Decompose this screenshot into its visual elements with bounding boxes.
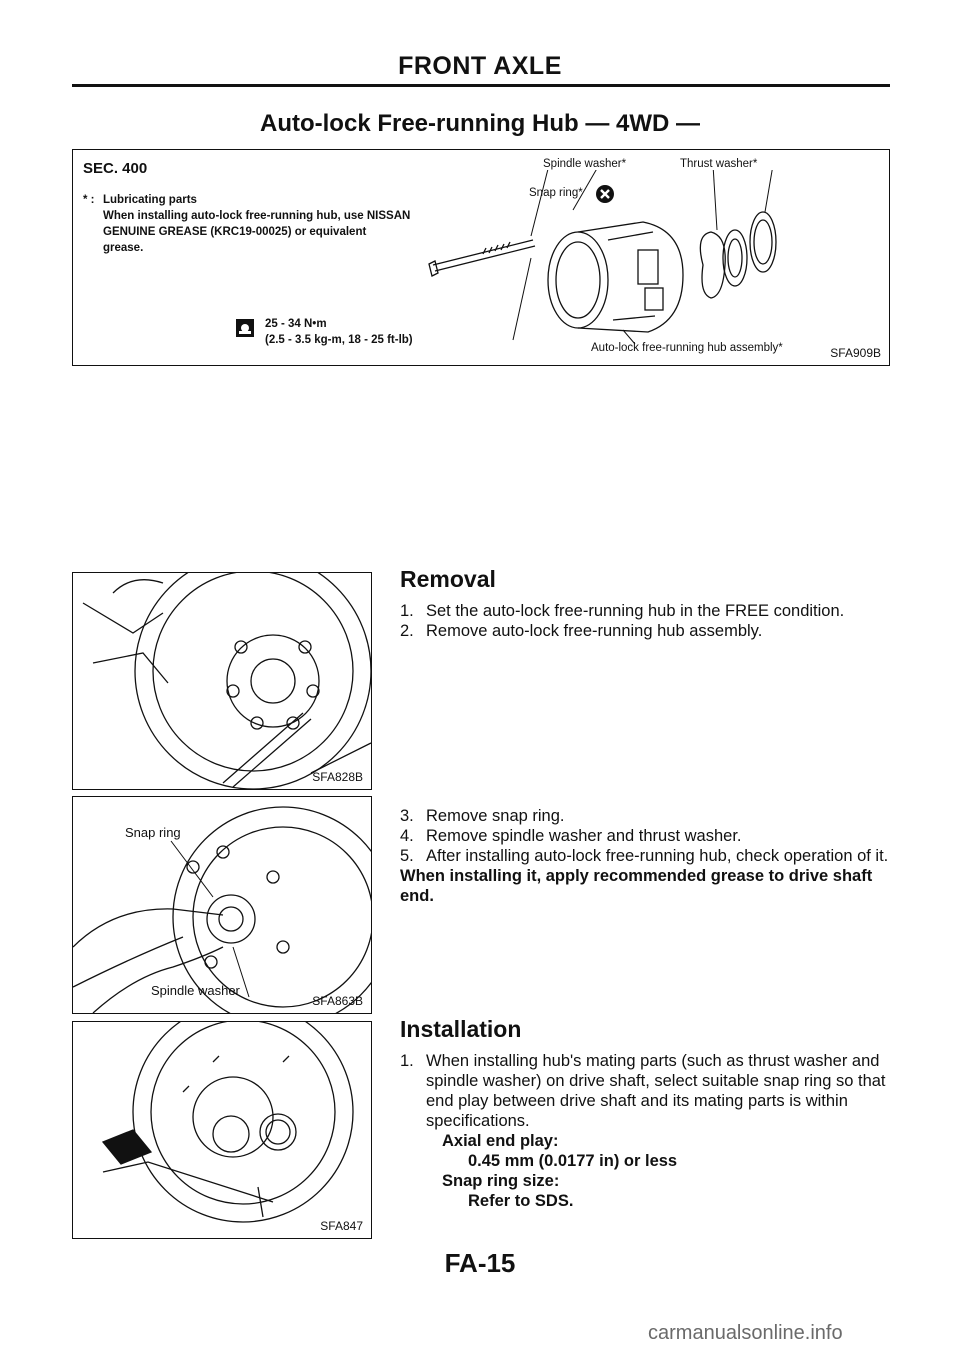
spec-value: 0.45 mm (0.0177 in) or less xyxy=(468,1152,678,1170)
figure-code: SFA909B xyxy=(830,346,881,360)
callout-snap-ring: Snap ring xyxy=(125,825,181,840)
figure-code: SFA847 xyxy=(320,1219,363,1233)
callout-spindle-washer: Spindle washer xyxy=(151,983,240,998)
removal-section xyxy=(400,566,895,641)
callout-hub-assembly: Auto-lock free-running hub assembly* xyxy=(591,342,783,354)
note-line: Lubricating parts xyxy=(103,194,197,206)
spec-label: Axial end play: xyxy=(442,1132,559,1150)
torque-spec xyxy=(265,316,413,348)
torque-value-alt: (2.5 - 3.5 kg-m, 18 - 25 ft-lb) xyxy=(265,334,413,346)
page-number: FA-15 xyxy=(444,1248,516,1278)
note-symbol: * : xyxy=(83,194,95,206)
removal-continued xyxy=(400,806,895,906)
snap-ring-figure xyxy=(72,796,372,1014)
removal-step: 2. Remove auto-lock free-running hub assembly. xyxy=(400,622,763,640)
dial-gauge-drawing xyxy=(73,1022,371,1238)
figure-code: SFA828B xyxy=(312,770,363,784)
removal-heading: Removal xyxy=(400,566,496,592)
callout-thrust-washer: Thrust washer* xyxy=(680,158,758,170)
exploded-view-figure xyxy=(72,149,890,366)
removal-step: 3. Remove snap ring. xyxy=(400,807,565,825)
callout-snap-ring: Snap ring* xyxy=(529,187,583,199)
torque-value: 25 - 34 N•m xyxy=(265,318,327,330)
removal-step: 1. Set the auto-lock free-running hub in the FREE condition. xyxy=(400,602,845,620)
torque-wrench-icon xyxy=(235,318,255,343)
note-line: grease. xyxy=(103,242,144,254)
snap-ring-drawing xyxy=(73,797,371,1013)
section-title: Auto-lock Free-running Hub — 4WD — xyxy=(260,110,700,137)
note-line: When installing auto-lock free-running hub, use NISSAN xyxy=(103,210,411,222)
installation-section xyxy=(400,1016,895,1211)
figure-section-number: SEC. 400 xyxy=(83,160,148,177)
grease-note: When installing it, apply recommended grease to drive shaft end. xyxy=(400,867,873,905)
callout-spindle-washer: Spindle washer* xyxy=(543,158,627,170)
page-header-title: FRONT AXLE xyxy=(398,52,562,80)
hub-removal-figure xyxy=(72,572,372,790)
watermark: carmanualsonline.info xyxy=(648,1322,843,1344)
spec-label: Snap ring size: xyxy=(442,1172,560,1190)
end-play-figure xyxy=(72,1021,372,1239)
hub-exploded-drawing xyxy=(413,170,813,350)
wheel-hub-drawing xyxy=(73,573,371,789)
removal-step: 5. After installing auto-lock free-running hub, check operation of it. xyxy=(400,847,889,865)
spec-value: Refer to SDS. xyxy=(468,1192,574,1210)
figure-code: SFA863B xyxy=(312,994,363,1008)
installation-heading: Installation xyxy=(400,1016,522,1042)
header-rule xyxy=(72,84,890,87)
installation-step: 1. When installing hub's mating parts (such as thrust washer and spindle washer) on drive shaft, select suitable snap ring so that end play between drive shaft and its mating parts is within specifications. xyxy=(400,1052,886,1130)
removal-step: 4. Remove spindle washer and thrust washer. xyxy=(400,827,742,845)
note-line: GENUINE GREASE (KRC19-00025) or equivalent xyxy=(103,226,367,238)
